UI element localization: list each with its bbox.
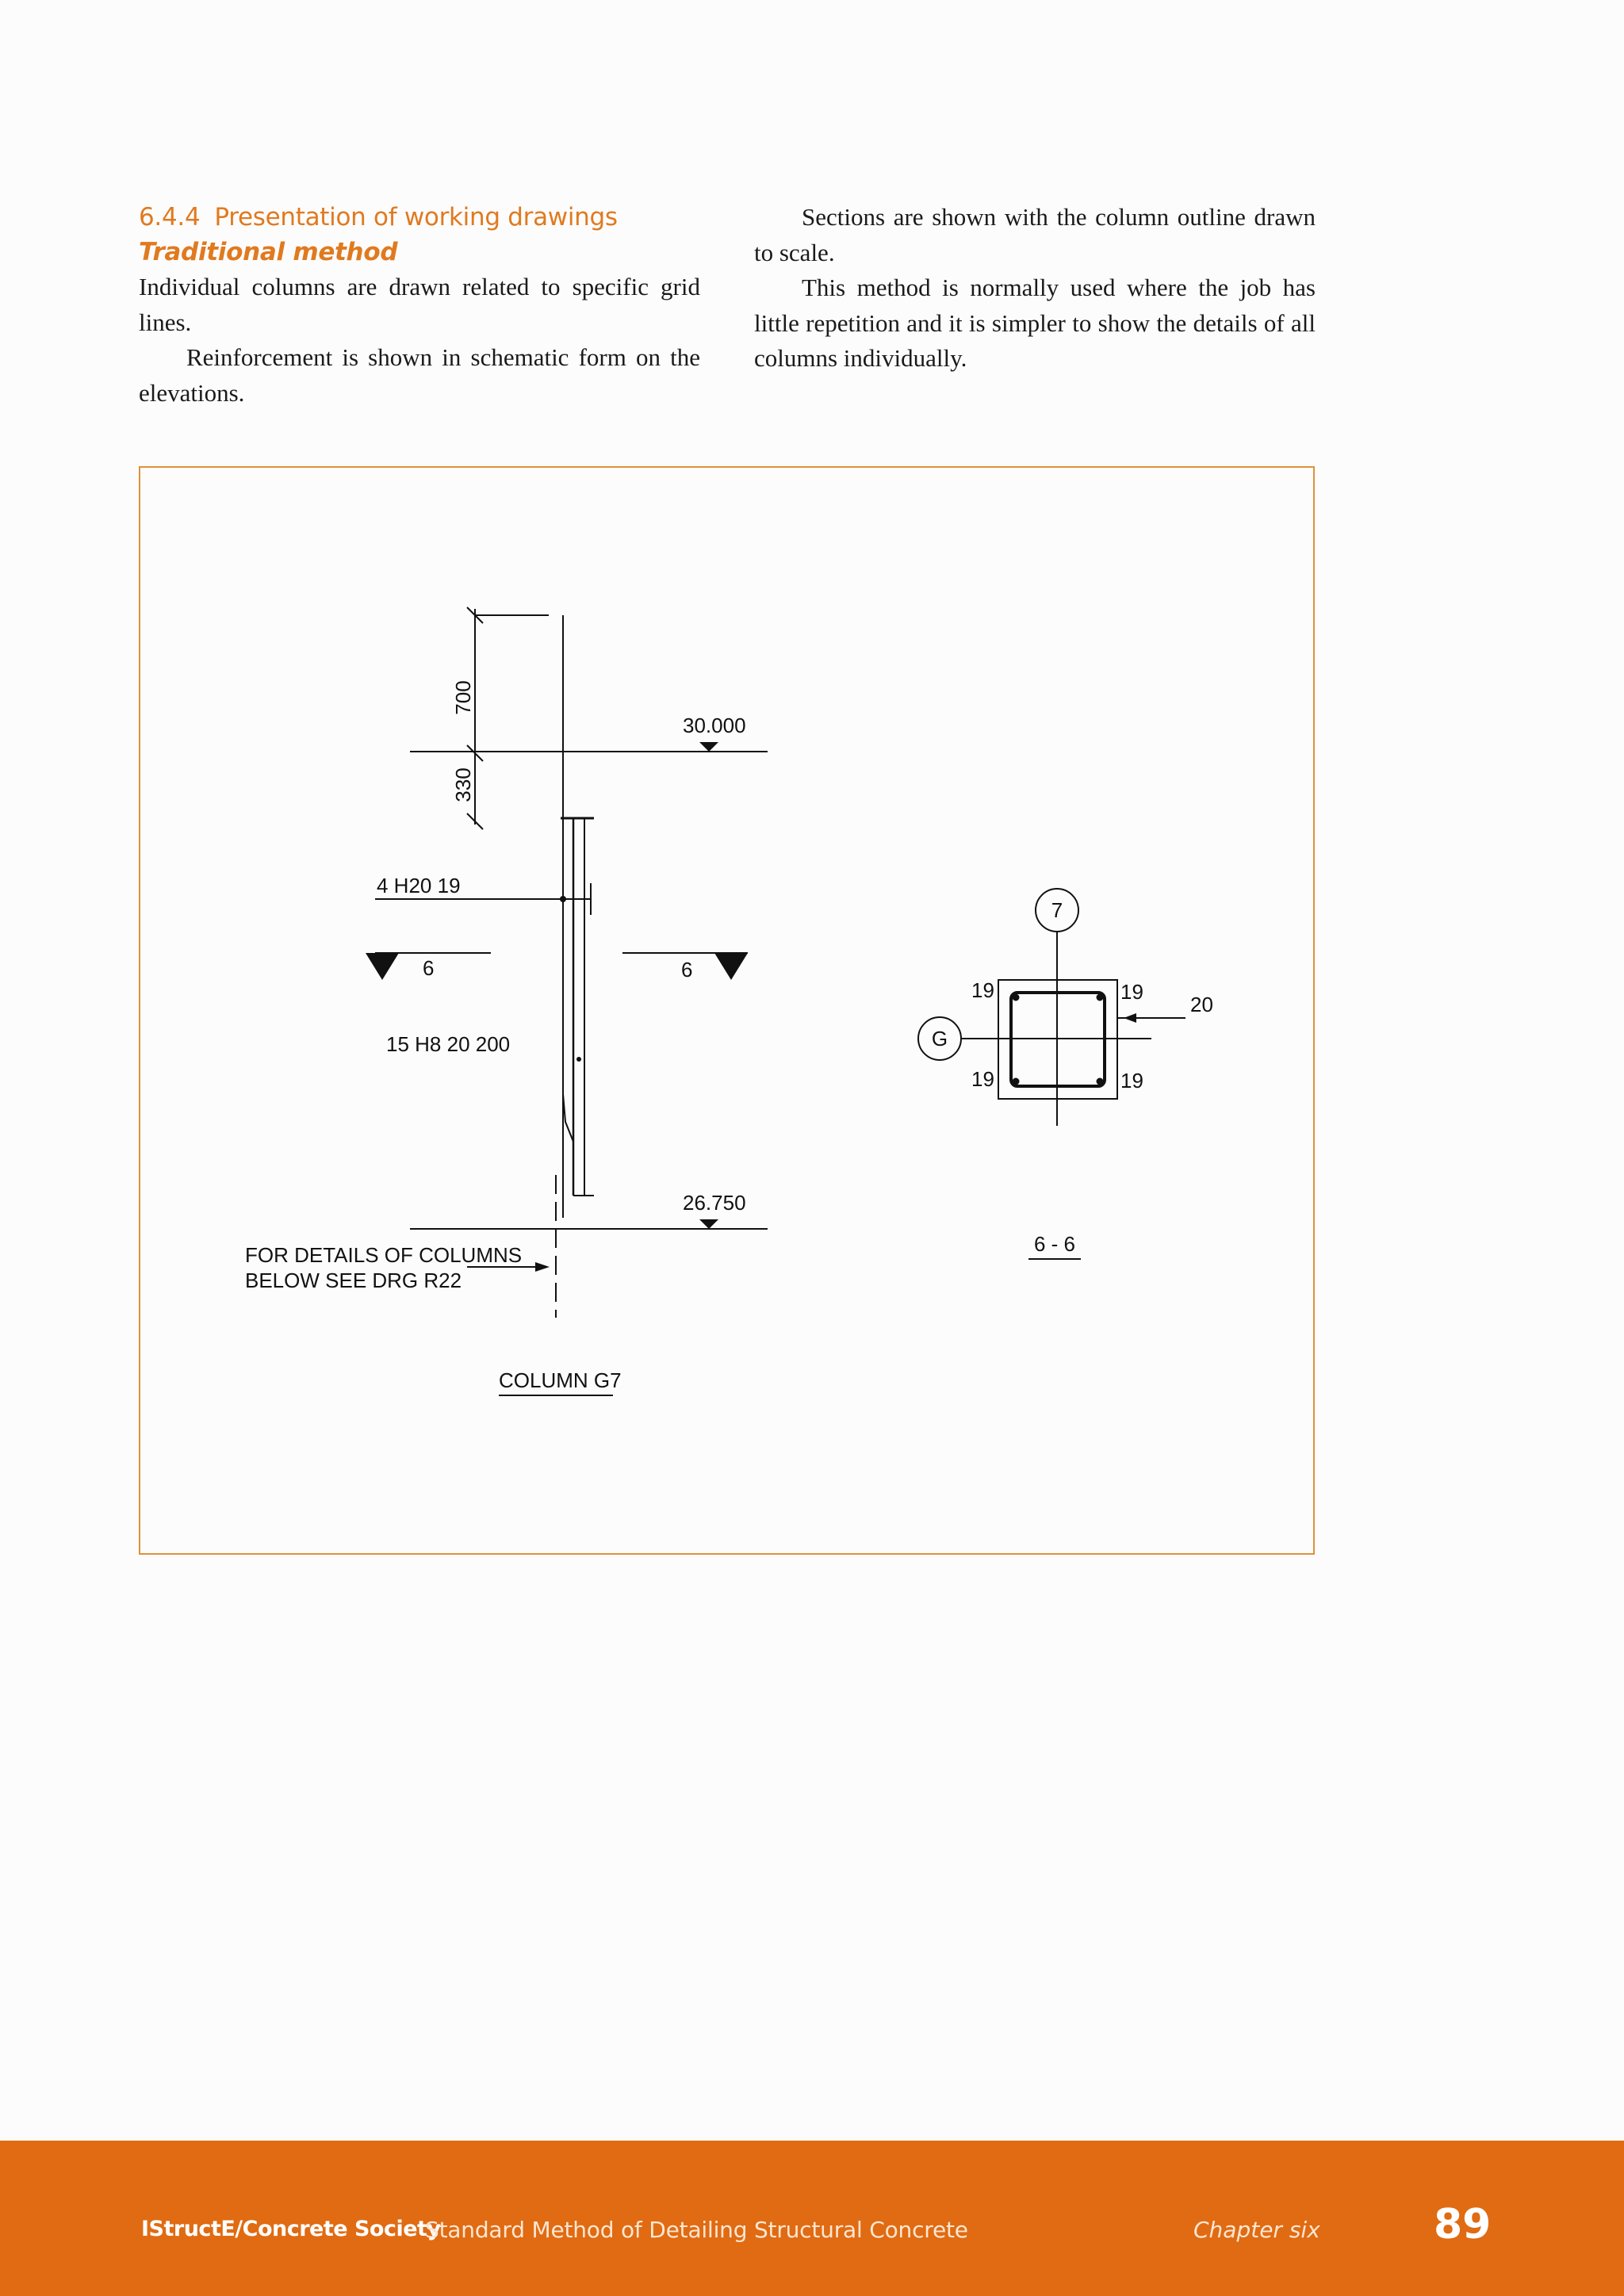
- bar-label-links: 15 H8 20 200: [386, 1032, 511, 1056]
- section-arrow-right: [714, 953, 748, 980]
- right-column: [754, 200, 1316, 377]
- cover-label-tr: 19: [1120, 980, 1143, 1004]
- rebar-dot: [1097, 1078, 1104, 1085]
- cover-label-tl: 19: [971, 978, 994, 1002]
- grid-label-7: 7: [1051, 898, 1063, 922]
- note-arrow: [535, 1262, 550, 1272]
- section-mark-left: 6: [423, 956, 435, 980]
- bar-label-main: 4 H20 19: [377, 874, 461, 897]
- figure-frame: [139, 466, 1315, 1555]
- section-number: 6.4.4: [139, 203, 201, 232]
- left-column: [139, 200, 700, 411]
- section-heading: [139, 200, 700, 235]
- level-label-top: 30.000: [683, 714, 746, 737]
- section-title: Presentation of working drawings: [214, 203, 618, 232]
- section-arrow-left: [366, 953, 399, 980]
- level-marker-top: [699, 742, 718, 752]
- footer-org: IStructE/Concrete Society: [141, 2217, 441, 2241]
- grid-label-g: G: [931, 1027, 948, 1050]
- bar-dot: [560, 896, 566, 902]
- paragraph: Individual columns are drawn related to specific grid lines.: [139, 273, 700, 336]
- paragraph: Reinforcement is shown in schematic form on the elevations.: [139, 343, 700, 407]
- section-mark-right: 6: [681, 958, 693, 982]
- dimension-330: 330: [451, 767, 475, 802]
- column-drawing: [140, 468, 1316, 1556]
- note-line-1: FOR DETAILS OF COLUMNS: [245, 1243, 523, 1267]
- dimension-700: 700: [451, 680, 475, 715]
- cover-label-bl: 19: [971, 1067, 994, 1091]
- cover-label-br: 19: [1120, 1069, 1143, 1093]
- footer-band: [0, 2141, 1624, 2296]
- rebar-dot: [1013, 994, 1020, 1001]
- note-line-2: BELOW SEE DRG R22: [245, 1269, 462, 1292]
- level-label-bottom: 26.750: [683, 1191, 746, 1215]
- paragraph: This method is normally used where the job has little repetition and it is simpler to show the details of all columns individually.: [754, 274, 1316, 372]
- footer-title: Standard Method of Detailing Structural Concrete: [425, 2217, 968, 2243]
- level-marker-bottom: [699, 1219, 718, 1229]
- rebar-dot: [1097, 994, 1104, 1001]
- link-arrow: [1124, 1013, 1136, 1023]
- elevation-title: COLUMN G7: [499, 1368, 622, 1392]
- paragraph: Sections are shown with the column outline drawn to scale.: [754, 203, 1316, 266]
- bar-dot: [576, 1057, 581, 1062]
- rebar-dot: [1013, 1078, 1020, 1085]
- page-number: 89: [1434, 2201, 1492, 2248]
- cranked-bar: [563, 1094, 573, 1165]
- footer-chapter: Chapter six: [1193, 2217, 1320, 2243]
- link-mark-label: 20: [1190, 993, 1213, 1016]
- section-subtitle: Traditional method: [139, 238, 398, 266]
- section-title: 6 - 6: [1033, 1232, 1076, 1256]
